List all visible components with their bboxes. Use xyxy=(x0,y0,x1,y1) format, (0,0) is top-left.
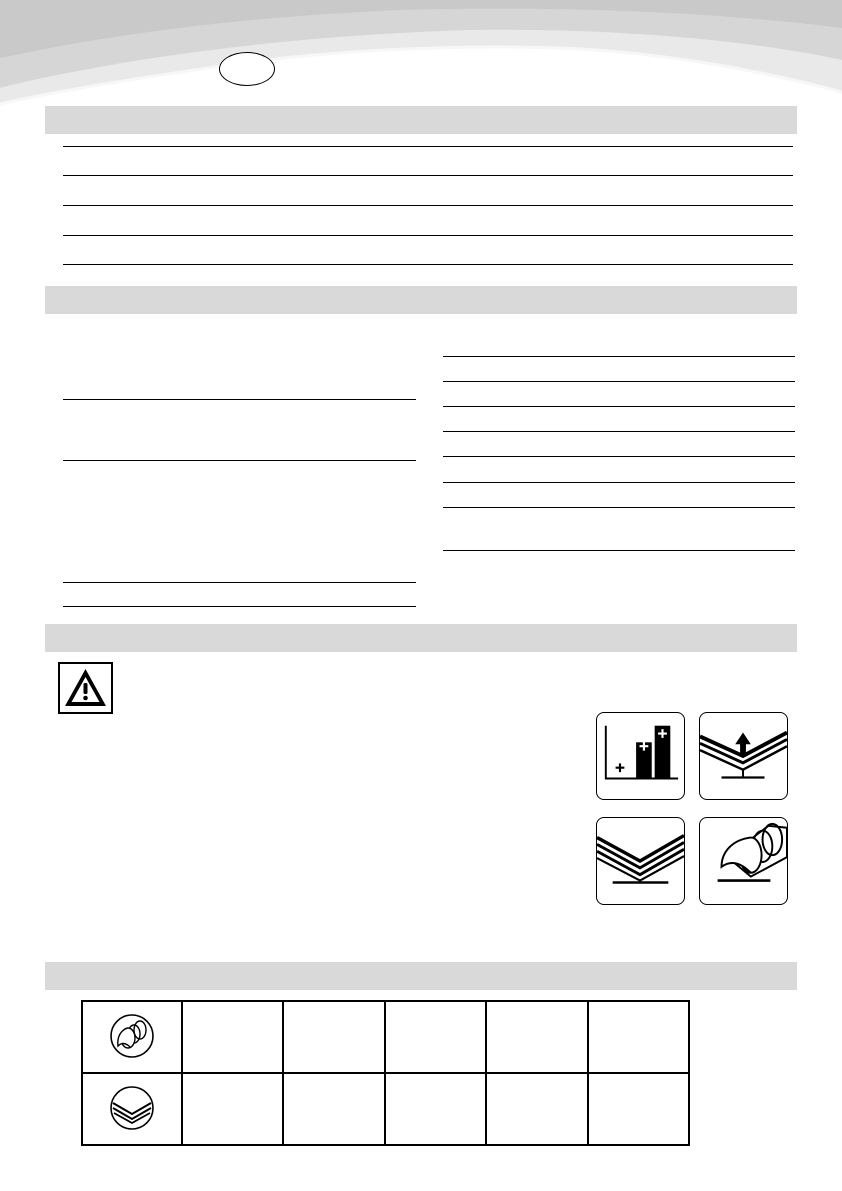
section-4-band xyxy=(45,962,797,990)
left-rule-line xyxy=(63,606,416,607)
table-cell xyxy=(588,1073,689,1145)
sheet-feed-up-icon xyxy=(699,712,788,800)
left-rule-line xyxy=(63,460,416,461)
warning-triangle-icon xyxy=(60,664,111,712)
bar-chart-plus-icon xyxy=(596,712,685,800)
section-2-band xyxy=(45,286,797,314)
stacked-sheets-icon xyxy=(108,1084,156,1132)
row-icon-cell xyxy=(82,1073,182,1145)
language-badge xyxy=(219,52,275,86)
right-rule-line xyxy=(443,456,795,457)
left-rule-line xyxy=(63,399,416,400)
row-icon-cell xyxy=(82,1001,182,1073)
table-cell xyxy=(486,1001,587,1073)
rule-line xyxy=(63,264,793,265)
right-rule-line xyxy=(443,507,795,508)
header-wave xyxy=(0,0,842,110)
table-cell xyxy=(283,1073,384,1145)
right-rule-line xyxy=(443,406,795,407)
table-cell xyxy=(385,1073,486,1145)
warning-icon-frame xyxy=(58,662,113,714)
left-rule-line xyxy=(63,582,416,583)
table-cell xyxy=(588,1001,689,1073)
table-cell xyxy=(486,1073,587,1145)
right-rule-line xyxy=(443,482,795,483)
table-cell xyxy=(182,1073,283,1145)
rule-line xyxy=(63,175,793,176)
table-cell xyxy=(182,1001,283,1073)
rule-line xyxy=(63,235,793,236)
table-cell xyxy=(283,1001,384,1073)
roll-laminate-icon xyxy=(108,1012,156,1060)
rule-line xyxy=(63,146,793,147)
rule-line xyxy=(63,205,793,206)
right-rule-line xyxy=(443,356,795,357)
section-3-band xyxy=(45,624,797,652)
roll-laminate-icon xyxy=(699,817,788,905)
right-rule-line xyxy=(443,431,795,432)
table-cell xyxy=(385,1001,486,1073)
stacked-sheets-icon xyxy=(596,817,685,905)
settings-table xyxy=(81,1000,690,1146)
right-rule-line xyxy=(443,381,795,382)
section-1-band xyxy=(45,106,797,134)
table-row xyxy=(82,1001,689,1073)
right-rule-line xyxy=(443,550,795,551)
table-row xyxy=(82,1073,689,1145)
